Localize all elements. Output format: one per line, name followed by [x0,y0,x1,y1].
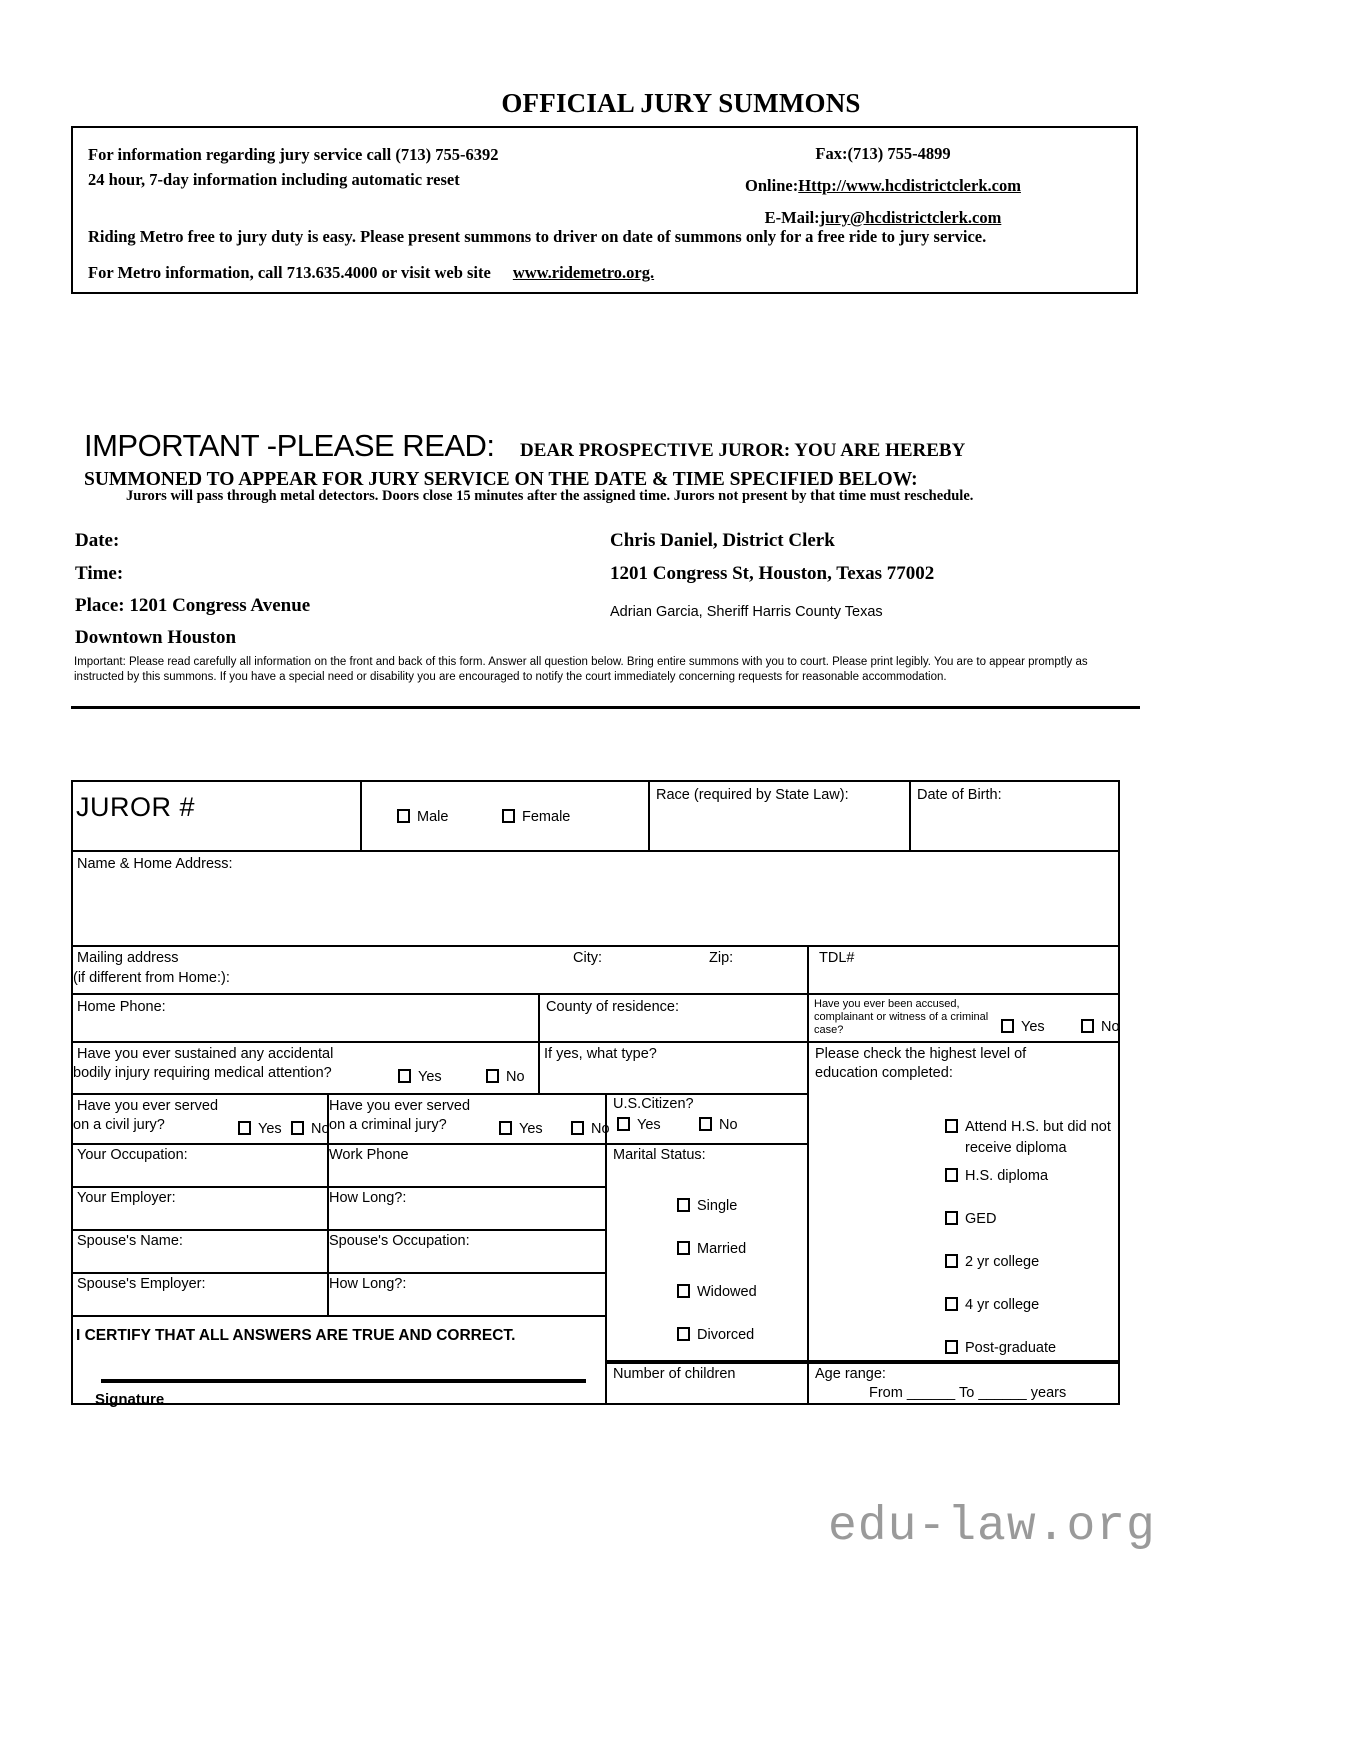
zip-label: Zip: [709,950,734,966]
time-label: Time: [75,563,124,584]
checkbox-icon[interactable] [398,1069,411,1083]
education-option-hs-diploma[interactable] [945,1168,1048,1184]
marital-divorced-label: Divorced [697,1327,755,1343]
checkbox-icon[interactable] [1081,1019,1094,1033]
checkbox-icon[interactable] [677,1198,690,1212]
contact-info-box [71,126,1138,294]
us-citizen-cell [605,1095,807,1145]
marital-option-divorced[interactable] [677,1327,754,1343]
name-home-address-cell[interactable] [73,852,1118,947]
accused-question-label: Have you ever been accused, complainant or witness of a criminal case? [814,998,989,1036]
dob-cell[interactable] [909,782,1118,852]
occupation-label: Your Occupation: [77,1147,188,1163]
education-option-4yr-college[interactable] [945,1297,1039,1313]
injury-type-cell[interactable] [538,1043,807,1095]
accused-no-label: No [1101,1019,1120,1035]
how-long-spouse-cell[interactable] [327,1274,605,1317]
jury-service-phone-block [88,142,608,192]
checkbox-icon[interactable] [238,1121,251,1135]
education-hs-diploma-label: H.S. diploma [965,1168,1049,1184]
checkbox-icon[interactable] [945,1340,958,1354]
checkbox-icon[interactable] [1001,1019,1014,1033]
checkbox-icon[interactable] [677,1241,690,1255]
jury-info-line-1: For information regarding jury service call (713) 755-6392 [88,145,499,164]
certification-statement: I CERTIFY THAT ALL ANSWERS ARE TRUE AND CORRECT. [76,1327,516,1344]
metro-free-ride-line: Riding Metro free to jury duty is easy. Please present summons to driver on date of summons only for a free ride to jury service. [88,227,987,246]
injury-no-label: No [506,1069,525,1085]
education-option-attend-hs[interactable] [945,1117,1120,1159]
spouse-employer-label: Spouse's Employer: [77,1276,206,1292]
important-fineprint: Important: Please read carefully all information on the front and back of this form. Answer all question below. Bring entire summons with you to court. Please print legibly. You are to appear promptly as instructed by this summons. If you have a special need or disability you are encouraged to notify the court immediately concerning requests for reasonable accommodation. [74,656,1088,683]
checkbox-icon[interactable] [677,1284,690,1298]
checkbox-icon[interactable] [945,1168,958,1182]
civil-jury-no-option[interactable] [291,1121,330,1137]
checkbox-icon[interactable] [945,1119,958,1133]
city-label: City: [573,950,602,966]
female-label: Female [522,809,571,825]
citizen-no-option[interactable] [699,1117,738,1133]
checkbox-icon[interactable] [677,1327,690,1341]
marital-status-cell [605,1145,807,1362]
fax-line: Fax:(713) 755-4899 [815,144,951,163]
injury-question-line-1: Have you ever sustained any accidental [77,1046,334,1062]
home-phone-cell[interactable] [73,995,538,1043]
employer-label: Your Employer: [77,1190,176,1206]
checkbox-icon[interactable] [617,1117,630,1131]
civil-jury-yes-label: Yes [258,1121,282,1137]
marital-option-married[interactable] [677,1241,746,1257]
metro-info-line [88,263,1118,283]
criminal-jury-yes-label: Yes [519,1121,543,1137]
mailing-address-line-2: (if different from Home:): [73,970,230,986]
place-label: Place: 1201 Congress Avenue [75,595,311,616]
accused-question-cell [807,995,1118,1043]
marital-option-single[interactable] [677,1198,737,1214]
criminal-jury-yes-option[interactable] [499,1121,543,1137]
education-options-cell [807,1095,1118,1362]
certification-cell [73,1317,605,1408]
juror-information-form [71,780,1120,1408]
number-of-children-label: Number of children [613,1366,736,1382]
marital-option-widowed[interactable] [677,1284,757,1300]
work-phone-label: Work Phone [329,1147,409,1163]
district-clerk-name: Chris Daniel, District Clerk [610,530,835,551]
education-attend-hs-line2: receive diploma [965,1140,1067,1156]
accused-yes-label: Yes [1021,1019,1045,1035]
marital-married-label: Married [697,1241,747,1257]
marital-widowed-label: Widowed [697,1284,757,1300]
jury-info-line-2: 24 hour, 7-day information including automatic reset [88,170,460,189]
tdl-cell[interactable] [807,947,1118,995]
how-long-employer-label: How Long?: [329,1190,407,1206]
email-label: E-Mail: [764,208,820,227]
how-long-spouse-label: How Long?: [329,1276,407,1292]
spouse-occupation-label: Spouse's Occupation: [329,1233,470,1249]
email-address[interactable]: jury@hcdistrictclerk.com [819,208,1002,227]
age-range-label: Age range: [815,1366,886,1382]
civil-jury-cell [73,1095,330,1145]
us-citizen-label: U.S.Citizen? [613,1096,694,1112]
education-prompt-line-1: Please check the highest level of [815,1046,1027,1062]
watermark: edu-law.org [828,1500,1156,1554]
occupation-cell[interactable] [73,1145,327,1188]
page-title: OFFICIAL JURY SUMMONS [501,88,861,118]
checkbox-icon[interactable] [571,1121,584,1135]
race-cell[interactable] [648,782,909,852]
marital-single-label: Single [697,1198,738,1214]
number-of-children-cell[interactable] [605,1362,807,1405]
education-postgrad-label: Post-graduate [965,1340,1057,1356]
spouse-name-label: Spouse's Name: [77,1233,183,1249]
citizen-no-label: No [719,1117,738,1133]
spouse-name-cell[interactable] [73,1231,327,1274]
education-option-2yr-college[interactable] [945,1254,1039,1270]
name-home-address-label: Name & Home Address: [77,856,233,872]
checkbox-icon[interactable] [945,1211,958,1225]
juror-number-cell[interactable] [73,782,360,852]
male-label: Male [417,809,449,825]
checkbox-icon[interactable] [291,1121,304,1135]
sheriff-name: Adrian Garcia, Sheriff Harris County Texas [610,604,883,620]
accused-no-option[interactable] [1081,1019,1120,1035]
downtown-houston-label: Downtown Houston [75,627,237,648]
date-label: Date: [75,530,120,551]
age-range-cell[interactable] [807,1362,1118,1405]
education-4yr-label: 4 yr college [965,1297,1040,1313]
education-ged-label: GED [965,1211,997,1227]
tdl-label: TDL# [819,950,855,966]
education-option-post-graduate[interactable] [945,1340,1056,1356]
checkbox-icon[interactable] [397,809,410,823]
male-option[interactable] [397,809,448,825]
injury-question-line-2: bodily injury requiring medical attention? [73,1065,332,1081]
if-yes-what-type-label: If yes, what type? [544,1046,657,1062]
education-prompt-line-2: education completed: [815,1065,953,1081]
accused-yes-option[interactable] [1001,1019,1045,1035]
metro-info-text: For Metro information, call 713.635.4000 or visit web site [88,263,491,282]
district-clerk-address: 1201 Congress St, Houston, Texas 77002 [610,563,935,584]
education-attend-hs-line1: Attend H.S. but did not [965,1119,1111,1135]
injury-question-cell [73,1043,538,1095]
summoned-line: SUMMONED TO APPEAR FOR JURY SERVICE ON THE DATE & TIME SPECIFIED BELOW: [84,469,918,490]
employer-cell[interactable] [73,1188,327,1231]
mailing-address-line-1: Mailing address [77,950,179,966]
criminal-jury-line-2: on a criminal jury? [329,1117,447,1133]
civil-jury-yes-option[interactable] [238,1121,282,1137]
spouse-occupation-cell[interactable] [327,1231,605,1274]
email-line [633,208,1133,228]
civil-jury-line-2: on a civil jury? [73,1117,165,1133]
county-residence-cell[interactable] [538,995,807,1043]
online-label: Online: [745,176,799,195]
criminal-jury-no-option[interactable] [571,1121,610,1137]
education-2yr-label: 2 yr college [965,1254,1040,1270]
female-option[interactable] [502,809,570,825]
dob-label: Date of Birth: [917,787,1002,803]
how-long-employer-cell[interactable] [327,1188,605,1231]
criminal-jury-line-1: Have you ever served [329,1098,471,1114]
civil-jury-no-label: No [311,1121,330,1137]
citizen-yes-label: Yes [637,1117,661,1133]
jurors-metal-detector-note: Jurors will pass through metal detectors. Doors close 15 minutes after the assigned time. Jurors not present by that time must reschedule. [126,488,974,504]
age-range-from-to: From ______ To ______ years [869,1385,1067,1401]
checkbox-icon[interactable] [499,1121,512,1135]
section-divider [71,706,1140,709]
civil-jury-line-1: Have you ever served [77,1098,219,1114]
work-phone-cell[interactable] [327,1145,605,1188]
online-url[interactable]: Http://www.hcdistrictclerk.com [798,176,1021,195]
checkbox-icon[interactable] [945,1297,958,1311]
county-residence-label: County of residence: [546,999,679,1015]
signature-line[interactable] [101,1379,586,1383]
citizen-yes-option[interactable] [617,1117,661,1133]
criminal-jury-no-label: No [591,1121,610,1137]
education-prompt-cell [807,1043,1118,1095]
injury-yes-option[interactable] [398,1069,442,1085]
checkbox-icon[interactable] [502,809,515,823]
signature-label: Signature [95,1391,165,1408]
dear-prospective-juror-line: DEAR PROSPECTIVE JUROR: YOU ARE HEREBY [520,440,966,461]
injury-yes-label: Yes [418,1069,442,1085]
checkbox-icon[interactable] [945,1254,958,1268]
juror-number-label: JUROR # [76,792,196,822]
criminal-jury-cell [327,1095,610,1145]
mailing-address-cell[interactable] [73,947,807,995]
race-label: Race (required by State Law): [656,787,849,803]
ridemetro-url[interactable]: www.ridemetro.org. [512,263,655,282]
sex-cell [360,782,648,852]
contact-channels-block [633,132,1133,228]
education-option-ged[interactable] [945,1211,996,1227]
home-phone-label: Home Phone: [77,999,166,1015]
checkbox-icon[interactable] [699,1117,712,1131]
marital-status-label: Marital Status: [613,1147,706,1163]
important-heading: IMPORTANT -PLEASE READ: [84,428,495,463]
checkbox-icon[interactable] [486,1069,499,1083]
injury-no-option[interactable] [486,1069,525,1085]
online-line [633,176,1133,196]
spouse-employer-cell[interactable] [73,1274,327,1317]
